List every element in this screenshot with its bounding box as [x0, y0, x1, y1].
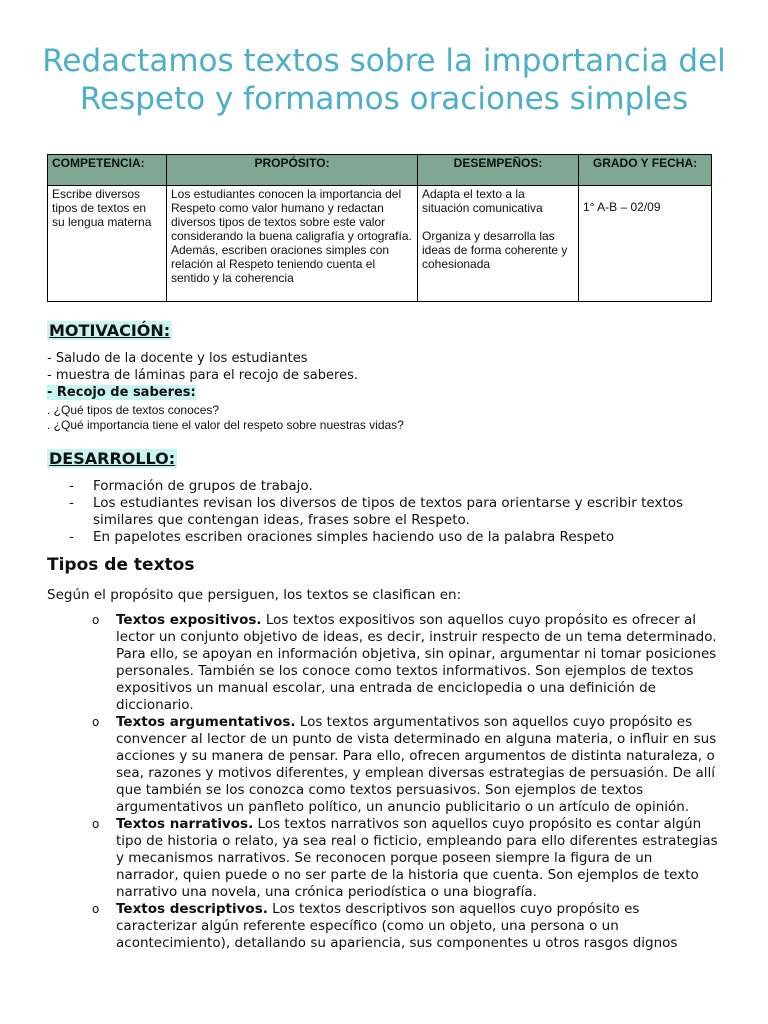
- header-desempenos: DESEMPEÑOS:: [418, 155, 579, 186]
- definition: Los textos narrativos son aquellos cuyo propósito es contar algún tipo de historia o relato, ya sea real o ficticio, empleando para ello diferentes estrategias y mecanismos narrativos. Se reconocen porque poseen siempre la figura de un narrador, quien puede o no ser parte de la historia que cuenta. Son ejemplos de texto narrativo una novela, una crónica periodística o una biografía.: [116, 816, 718, 900]
- desarrollo-list: [47, 478, 717, 546]
- desempeno-1: Adapta el texto a la situación comunicativa: [422, 187, 543, 215]
- motivacion-line-1: - Saludo de la docente y los estudiantes: [47, 351, 308, 366]
- desempeno-2: Organiza y desarrolla las ideas de forma coherente y cohesionada: [422, 229, 568, 271]
- page-title: Redactamos textos sobre la importancia del Respeto y formamos oraciones simples: [42, 43, 726, 117]
- list-item: [47, 816, 719, 901]
- list-item: - Formación de grupos de trabajo.: [69, 478, 313, 494]
- desarrollo-heading: DESARROLLO:: [49, 449, 176, 468]
- list-item: [47, 901, 719, 952]
- list-item: - Los estudiantes revisan los diversos de tipos de textos para orientarse y escribir textos similares que contengan ideas, frases sobre el Respeto.: [69, 495, 684, 528]
- tipos-intro: Según el propósito que persiguen, los textos se clasifican en:: [47, 587, 462, 603]
- tipos-list: [47, 612, 719, 952]
- table-header-row: [48, 155, 712, 186]
- cell-competencia: Escribe diversos tipos de textos en su lengua materna: [48, 186, 167, 302]
- question-1: . ¿Qué tipos de textos conoces?: [47, 403, 220, 417]
- definition: Los textos descriptivos son aquellos cuyo propósito es caracterizar algún referente específico (como un objeto, una persona o un acontecimiento), detallando su apariencia, sus componentes u otros rasgos dignos: [116, 901, 678, 951]
- term: Textos descriptivos.: [116, 901, 268, 917]
- header-grado-fecha: GRADO Y FECHA:: [579, 155, 712, 186]
- list-item: [47, 714, 719, 816]
- tipos-heading: Tipos de textos: [47, 555, 195, 575]
- dash-marker: -: [69, 495, 74, 511]
- circle-bullet-icon: o: [92, 817, 100, 831]
- header-competencia: COMPETENCIA:: [48, 155, 167, 186]
- circle-bullet-icon: o: [92, 902, 100, 916]
- definition: Los textos expositivos son aquellos cuyo propósito es ofrecer al lector un conjunto objetivo de ideas, es decir, instruir respecto de un tema determinado. Para ello, se apoyan en información objetiva, sin opinar, argumentar ni tomar posiciones personales. También se los conoce como textos informativos. Son ejemplos de textos expositivos un manual escolar, una entrada de enciclopedia o una definición de diccionario.: [116, 612, 717, 713]
- table-row: [48, 186, 712, 302]
- term: Textos expositivos.: [116, 612, 262, 628]
- motivacion-heading: MOTIVACIÓN:: [49, 321, 171, 340]
- term: Textos argumentativos.: [116, 714, 296, 730]
- dash-marker: -: [69, 478, 74, 494]
- term: Textos narrativos.: [116, 816, 254, 832]
- dash-marker: -: [69, 529, 74, 545]
- list-item: [47, 612, 719, 714]
- list-item: - En papelotes escriben oraciones simples haciendo uso de la palabra Respeto: [69, 529, 615, 545]
- question-2: . ¿Qué importancia tiene el valor del respeto sobre nuestras vidas?: [47, 418, 404, 432]
- cell-desempenos: [418, 186, 579, 302]
- definition: Los textos argumentativos son aquellos cuyo propósito es convencer al lector de un punto de vista determinado en alguna materia, o influir en sus acciones y su manera de pensar. Para ello, ofrecen argumentos de distinta naturaleza, o sea, razones y motivos diferentes, y emplean diversas estrategias de persuasión. De allí que también se los conozca como textos persuasivos. Son ejemplos de textos argumentativos un panfleto político, un anuncio publicitario o un artículo de opinión.: [116, 714, 717, 815]
- header-proposito: PROPÓSITO:: [167, 155, 418, 186]
- circle-bullet-icon: o: [92, 715, 100, 729]
- motivacion-line-2: - muestra de láminas para el recojo de saberes.: [47, 368, 358, 383]
- cell-grado-fecha: 1° A-B – 02/09: [579, 186, 712, 302]
- cell-proposito: Los estudiantes conocen la importancia del Respeto como valor humano y redactan diversos tipos de textos sobre este valor considerando la buena caligrafía y ortografía. Además, escriben oraciones simples con relación al Respeto teniendo cuenta el sentido y la coherencia: [167, 186, 418, 302]
- circle-bullet-icon: o: [92, 613, 100, 627]
- info-table: [47, 154, 712, 302]
- recojo-heading: - Recojo de saberes:: [47, 385, 196, 400]
